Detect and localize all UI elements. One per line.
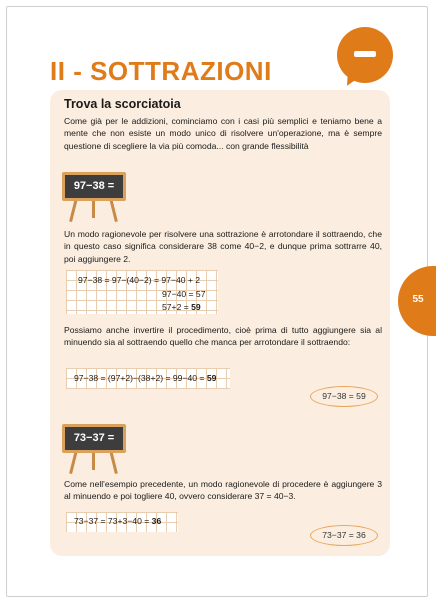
calc-line xyxy=(162,302,201,312)
intro-paragraph: Come già per le addizioni, cominciamo con i casi più semplici e teniamo bene a mente che non esiste un modo unico di risolvere un'operazione, ma è sempre questione di scegliere la via più comoda... con grande flessibilità xyxy=(64,116,382,151)
section-title: Trova la scorciatoia xyxy=(64,97,181,111)
calc-result: 36 xyxy=(151,516,162,526)
calc-text: 73−37 = 73+3−40 = xyxy=(74,516,152,526)
minus-sign xyxy=(354,51,376,57)
calc-text: 57+2 = xyxy=(162,302,192,312)
chalkboard: 73−37 = xyxy=(62,424,126,453)
chapter-number: II xyxy=(50,56,66,86)
chapter-dash: - xyxy=(73,56,83,86)
calc-line: 97−40 = 57 xyxy=(162,289,206,299)
calc-line xyxy=(74,516,161,526)
chalkboard: 97−38 = xyxy=(62,172,126,201)
method-paragraph-1: Un modo ragionevole per risolvere una sottrazione è arrotondare il sottraendo, che in questo caso significa considerare 38 come 40−2, e dunque prima sottrarre 40, poi aggiungere 2. xyxy=(64,229,382,264)
calc-text: 97−38 = (97+2)−(38+2) = 99−40 = xyxy=(74,373,207,383)
result-oval: 73−37 = 36 xyxy=(310,525,378,546)
method-paragraph-2: Possiamo anche invertire il procedimento, cioè prima di tutto aggiungere sia al minuendo sia al sottraendo quello che manca per arrotondare il sottraendo: xyxy=(64,325,382,348)
calc-result: 59 xyxy=(191,302,201,312)
result-oval: 97−38 = 59 xyxy=(310,386,378,407)
easel-leg xyxy=(92,198,95,218)
calc-result: 59 xyxy=(206,373,217,383)
page-number: 55 xyxy=(412,294,424,305)
easel-leg xyxy=(92,450,95,470)
calc-line xyxy=(74,373,216,383)
chapter-title xyxy=(50,56,272,87)
method-paragraph-3: Come nell'esempio precedente, un modo ragionevole di procedere è aggiungere 3 al minuendo e poi togliere 40, ovvero considerare 37 = 40−3. xyxy=(64,479,382,502)
chapter-word: SOTTRAZIONI xyxy=(90,56,272,86)
calc-line: 97−38 = 97−(40−2) = 97−40 + 2 xyxy=(78,275,201,285)
